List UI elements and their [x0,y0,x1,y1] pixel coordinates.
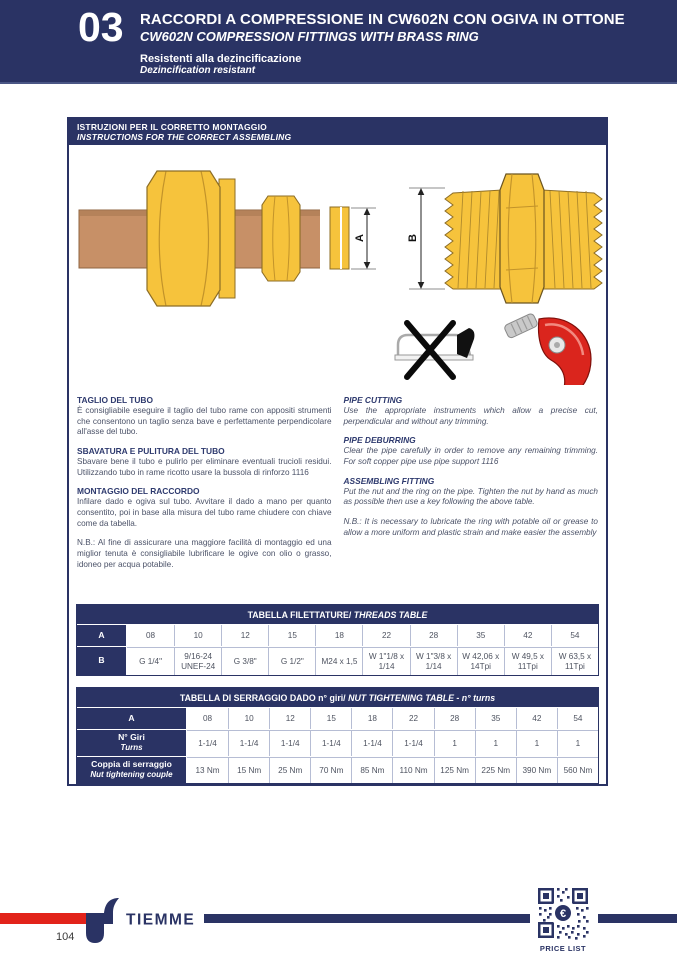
table-cell: 12 [221,625,268,646]
brass-washer [219,179,235,298]
torque-label-it: Coppia di serraggio [91,759,172,770]
table-cell: 1-1/4 [187,730,228,756]
brass-olive-ring [262,196,300,281]
body-sbavatura: Sbavare bene il tubo e pulirlo per eliminare eventuali trucioli residui. Utilizzando tubo in rame ricotto usare la bussola di rinforzo 1116 [77,456,332,477]
heading-pipe-deburring: PIPE DEBURRING [343,435,416,446]
turns-label-en: Turns [120,743,143,753]
table-cell: 110 Nm [392,757,433,783]
table-cell: 15 [310,708,351,729]
table-cell: 85 Nm [351,757,392,783]
row-label-a2: A [77,708,186,729]
male-thread-left [445,190,502,289]
table-cell: 1 [475,730,516,756]
table-cell: 1-1/4 [269,730,310,756]
english-column [344,387,599,597]
tightening-table-title [77,688,598,707]
threads-table-row-a [77,624,598,646]
table-cell: 42 [516,708,557,729]
table-cell: 1 [516,730,557,756]
table-cell: 1 [434,730,475,756]
table-cell: M24 x 1,5 [315,647,362,675]
instructions-titlebar [69,119,606,145]
table-cell: 390 Nm [516,757,557,783]
table-cell: 125 Nm [434,757,475,783]
body-taglio: È consigliabile eseguire il taglio del tubo rame con appositi strumenti che consentono un taglio senza bave e perfettamente perpendicolare all'asse del tubo. [77,406,332,437]
table-cell: 18 [351,708,392,729]
body-pipe-deburring: Clear the pipe carefully in order to remove any remaining trimming. For soft copper pipe use pipe support 1116 [343,446,598,466]
price-list-label: PRICE LIST [539,944,587,953]
tightening-table-row-turns [77,729,598,756]
threaded-fitting-illustration [407,174,602,303]
pipe-cutter-icon [503,313,591,385]
body-pipe-cutting: Use the appropriate instruments which allow a precise cut, perpendicular and without any trimming. [343,406,598,426]
header-titles [140,11,625,76]
page-number: 104 [56,931,75,943]
euro-symbol: € [559,908,567,920]
instructions-box [67,117,608,786]
dim-label-a: A [354,234,366,242]
tables-area [69,597,606,784]
table-cell: W 1"1/8 x 1/14 [362,647,409,675]
table-cell: 28 [410,625,457,646]
threads-table-row-b [77,646,598,675]
tiemme-wordmark: TIEMME [126,911,196,929]
table-cell: 54 [551,625,598,646]
footer-bar-left [204,914,530,923]
page-footer [0,878,677,958]
table-cell: 08 [145,630,156,640]
page-title-en: CW602N COMPRESSION FITTINGS WITH BRASS RING [140,29,479,44]
table-cell: 13 Nm [187,757,228,783]
threads-table-title-it: TABELLA FILETTATURE/ [247,610,352,620]
table-cell: 1-1/4 [228,730,269,756]
torque-label-en: Nut tightening couple [90,770,173,780]
page-title-it: RACCORDI A COMPRESSIONE IN CW602N CON OGIVA IN OTTONE [140,11,625,28]
tightening-table-title-it: TABELLA DI SERRAGGIO DADO n° giri/ [179,693,346,703]
table-cell: 10 [228,708,269,729]
table-cell: 35 [457,625,504,646]
brass-end-ring [330,207,349,269]
dimension-arrow-a [351,208,376,269]
footer-bar-right [598,914,677,923]
turns-label-it: N° Giri [118,732,145,743]
compression-fitting-illustration [79,171,376,306]
table-cell: 1-1/4 [351,730,392,756]
tightening-table-row-torque [77,756,598,783]
threads-table-title [77,605,598,624]
table-cell: 1 [557,730,598,756]
tiemme-logo [0,898,195,943]
row-label-a: A [77,625,126,646]
table-cell: 15 [268,625,315,646]
table-cell: 225 Nm [475,757,516,783]
note-it: N.B.: Al fine di assicurare una maggiore facilità di montaggio ed una miglior tenuta è consigliabile lubrificare le ogive con olio o grasso, idoneo per acqua potabile. [77,538,332,569]
dim-label-b: B [407,234,419,242]
instruction-text-columns [69,385,606,597]
table-cell: 560 Nm [557,757,598,783]
table-cell: W 42,06 x 14Tpi [457,647,504,675]
table-cell: 22 [392,708,433,729]
table-cell: G 1/4" [127,647,174,675]
table-cell: 08 [202,713,213,723]
italian-column [77,387,332,597]
page-header [0,0,677,84]
table-cell: G 3/8" [221,647,268,675]
table-cell: 70 Nm [310,757,351,783]
table-cell: 1-1/4 [392,730,433,756]
table-cell: 28 [434,708,475,729]
table-cell: 15 Nm [228,757,269,783]
table-cell: 54 [557,708,598,729]
table-cell: 35 [475,708,516,729]
tightening-table-row-a [77,707,598,729]
heading-sbavatura: SBAVATURA E PULITURA DEL TUBO [77,445,225,456]
heading-assembling: ASSEMBLING FITTING [343,475,435,486]
table-cell: 12 [269,708,310,729]
dimension-arrow-b [407,188,445,289]
tightening-table [76,687,599,784]
body-assembling: Put the nut and the ring on the pipe. Tighten the nut by hand as much as possible then use a key following the above table. [343,486,598,507]
table-cell: 25 Nm [269,757,310,783]
page-subtitle-en: Dezincification resistant [140,65,256,76]
heading-pipe-cutting: PIPE CUTTING [343,395,403,405]
body-montaggio: Infilare dado e ogiva sul tubo. Avvitare il dado a mano per quanto consentito, poi in base alla misura del tubo rame chiudere con chiave come da tabella. [77,497,332,528]
table-cell: 9/16-24 UNEF-24 [174,647,221,675]
fittings-diagram [69,145,606,385]
table-cell: 1-1/4 [310,730,351,756]
table-cell: 22 [362,625,409,646]
table-cell: G 1/2" [268,647,315,675]
table-cell: W 49,5 x 11Tpi [504,647,551,675]
saw-prohibited-icon [395,323,474,377]
tightening-table-title-en: NUT TIGHTENING TABLE - n° turns [345,693,496,703]
row-label-turns [77,730,186,756]
instructions-label-en: INSTRUCTIONS FOR THE CORRECT ASSEMBLING [77,132,292,143]
table-cell: 42 [504,625,551,646]
hex-body [500,174,544,303]
note-en: N.B.: It is necessary to lubricate the ring with potable oil or grease to allow a more uniform and plastic strain and make easier the assembly [343,516,598,537]
threads-table [76,604,599,676]
section-number: 03 [78,4,124,50]
table-cell: W 63,5 x 11Tpi [551,647,598,675]
heading-montaggio: MONTAGGIO DEL RACCORDO [77,486,200,497]
table-cell: W 1"3/8 x 1/14 [410,647,457,675]
row-label-torque [77,757,186,783]
page-subtitle-it: Resistenti alla dezincificazione [140,53,302,65]
table-cell: 10 [174,625,221,646]
heading-taglio: TAGLIO DEL TUBO [77,395,153,405]
instructions-label-it: ISTRUZIONI PER IL CORRETTO MONTAGGIO [77,122,267,132]
threads-table-title-en: THREADS TABLE [351,610,428,620]
table-cell: 18 [315,625,362,646]
price-list-qr-code [532,884,594,953]
row-label-b: B [77,647,126,675]
